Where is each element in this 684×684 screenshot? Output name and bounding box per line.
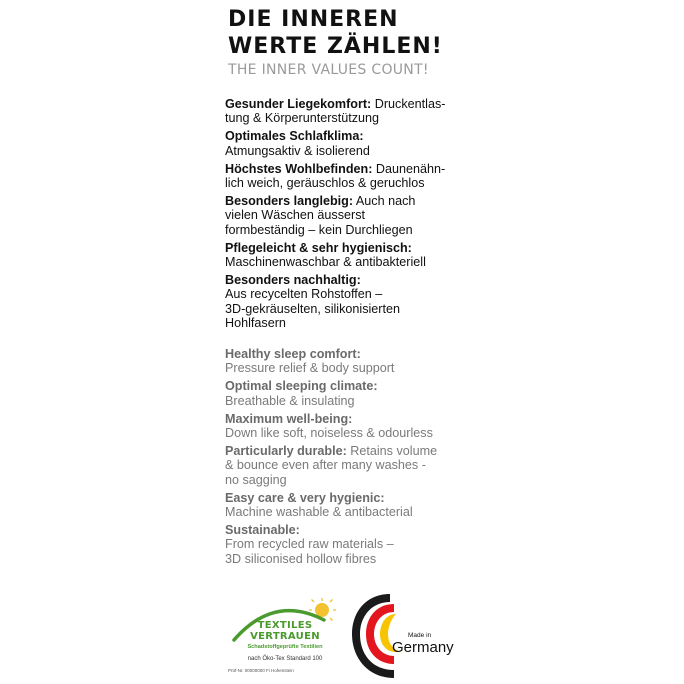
textiles-line-3: Schadstoffgeprüfte Textilien (247, 644, 323, 650)
feature-text: Retains volume (350, 444, 438, 459)
germany-label: Germany (392, 639, 454, 656)
feature-text: From recycled raw materials – (225, 537, 394, 552)
made-in-germany-badge (350, 592, 466, 680)
feature-title: Optimal sleeping climate: (225, 379, 378, 394)
feature-item (225, 194, 465, 237)
feature-text: Pressure relief & body support (225, 361, 395, 376)
feature-title: Besonders nachhaltig: (225, 273, 361, 288)
feature-text: Machine washable & antibacterial (225, 505, 413, 520)
textiles-line-1: TEXTILES (257, 620, 313, 631)
feature-text: vielen Wäschen äusserst (225, 208, 365, 223)
feature-item (225, 444, 465, 487)
feature-text: Aus recycelten Rohstoffen – (225, 287, 383, 302)
feature-title: Höchstes Wohlbefinden: (225, 161, 373, 176)
feature-title: Gesunder Liegekomfort: (225, 97, 372, 111)
feature-text: lich weich, geräuschlos & geruchlos (225, 176, 425, 191)
headline-line-2: WERTE ZÄHLEN! (228, 34, 443, 59)
feature-text: Auch nach (355, 194, 416, 209)
feature-text: Down like soft, noiseless & odourless (225, 426, 433, 441)
feature-item (225, 412, 465, 440)
feature-item (225, 379, 465, 407)
feature-item (225, 129, 465, 157)
textiles-line-5: Prüf-Nr. 00000000 Fi Hohenstein (228, 668, 294, 673)
subheadline: THE INNER VALUES COUNT! (228, 62, 429, 78)
textiles-line-4: nach Öko-Tex Standard 100 (247, 656, 323, 662)
feature-item (225, 273, 465, 330)
feature-item (225, 347, 465, 375)
feature-title: Easy care & very hygienic: (225, 490, 385, 505)
feature-title: Pflegeleicht & sehr hygienisch: (225, 240, 412, 255)
feature-text: formbeständig – kein Durchliegen (225, 222, 413, 237)
feature-title: Optimales Schlafklima: (225, 129, 364, 144)
textiles-vertrauen-badge (226, 596, 344, 680)
headline-line-1: DIE INNEREN (228, 7, 399, 32)
feature-text: & bounce even after many washes - (225, 458, 426, 473)
feature-text: no sagging (225, 472, 287, 487)
feature-text: tung & Körperunterstützung (225, 111, 380, 126)
feature-title: Healthy sleep comfort: (225, 347, 361, 361)
feature-text: Hohlfasern (225, 315, 286, 330)
feature-text: Maschinenwaschbar & antibakteriell (225, 255, 426, 270)
feature-item (225, 97, 465, 125)
made-in-label: Made in (408, 632, 432, 639)
feature-text: 3D siliconised hollow fibres (225, 551, 377, 566)
feature-item (225, 523, 465, 566)
feature-title: Particularly durable: (225, 444, 347, 459)
feature-title: Maximum well-being: (225, 411, 353, 426)
feature-title: Sustainable: (225, 523, 300, 538)
textiles-line-2: VERTRAUEN (250, 631, 320, 642)
feature-text: Breathable & insulating (225, 393, 355, 408)
headline (228, 6, 488, 60)
feature-text: Atmungsaktiv & isolierend (225, 143, 370, 158)
feature-text: 3D-gekräuselten, silikonisierten (225, 301, 400, 316)
feature-list-german (225, 97, 465, 334)
feature-item (225, 162, 465, 190)
feature-list-english (225, 347, 465, 570)
feature-item (225, 491, 465, 519)
feature-title: Besonders langlebig: (225, 194, 354, 209)
sun-icon (309, 598, 336, 621)
feature-text: Druckentlas- (374, 97, 446, 111)
feature-text: Daunenähn- (375, 161, 446, 176)
feature-item (225, 241, 465, 269)
